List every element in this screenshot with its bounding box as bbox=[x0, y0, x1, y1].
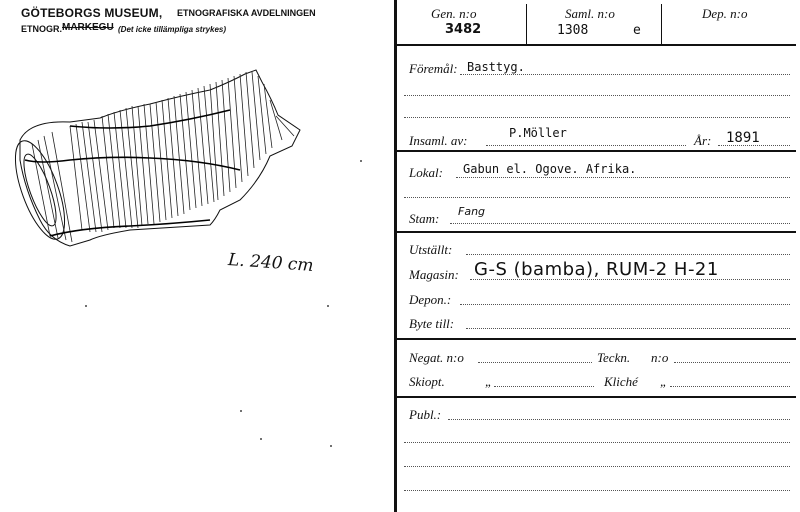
dotted-line bbox=[674, 362, 790, 363]
insaml-label: Insaml. av: bbox=[409, 133, 468, 148]
saml-no-value: 1308 bbox=[557, 23, 589, 38]
teckn-label: Teckn. bbox=[597, 350, 631, 365]
form-rule-4 bbox=[396, 338, 796, 340]
dotted-line bbox=[404, 95, 790, 96]
ar-label: År: bbox=[694, 133, 712, 148]
speck bbox=[330, 445, 332, 447]
depon-label: Depon.: bbox=[409, 292, 452, 307]
dotted-line bbox=[456, 177, 790, 178]
form-rule-2 bbox=[396, 150, 796, 152]
museum-name: GÖTEBORGS MUSEUM, bbox=[21, 6, 163, 20]
utstallt-label: Utställt: bbox=[409, 242, 453, 257]
form-border-left bbox=[394, 0, 397, 512]
dotted-line bbox=[448, 419, 790, 420]
gen-no-value: 3482 bbox=[445, 22, 482, 37]
kliche-ditto: „ bbox=[660, 374, 668, 389]
dotted-line bbox=[466, 328, 790, 329]
dotted-line bbox=[404, 466, 790, 467]
header-note: (Det icke tillämpliga strykes) bbox=[118, 25, 227, 34]
publ-label: Publ.: bbox=[409, 407, 442, 422]
stam-label: Stam: bbox=[409, 211, 440, 226]
dotted-line bbox=[486, 145, 686, 146]
skiopt-label: Skiopt. bbox=[409, 374, 445, 389]
dotted-line bbox=[670, 386, 790, 387]
department-name: ETNOGRAFISKA AVDELNINGEN bbox=[177, 8, 316, 18]
dotted-line bbox=[478, 362, 592, 363]
dotted-line bbox=[404, 117, 790, 118]
speck bbox=[327, 305, 329, 307]
lokal-label: Lokal: bbox=[409, 165, 443, 180]
speck bbox=[240, 410, 242, 412]
magasin-value: G-S (bamba), RUM-2 H-21 bbox=[474, 259, 719, 280]
skiopt-ditto: „ bbox=[485, 374, 493, 389]
speck bbox=[360, 160, 362, 162]
struck-word: MARKEGU bbox=[62, 22, 114, 33]
form-divider-1 bbox=[526, 4, 527, 44]
lokal-value: Gabun el. Ogove. Afrika. bbox=[463, 162, 637, 176]
foremal-label: Föremål: bbox=[409, 61, 458, 76]
dotted-line bbox=[460, 74, 790, 75]
stam-value: Fang bbox=[458, 205, 486, 218]
etnogr-label: ETNOGR. bbox=[21, 24, 63, 34]
form-rule-5 bbox=[396, 396, 796, 398]
speck bbox=[260, 438, 262, 440]
length-note: L. 240 cm bbox=[227, 250, 315, 276]
dotted-line bbox=[494, 386, 594, 387]
gen-no-label: Gen. n:o bbox=[431, 6, 477, 21]
teckn-no-label: n:o bbox=[651, 350, 669, 365]
foremal-value: Basttyg. bbox=[467, 60, 525, 74]
dotted-line bbox=[404, 442, 790, 443]
form-divider-2 bbox=[661, 4, 662, 44]
dotted-line bbox=[466, 254, 790, 255]
magasin-label: Magasin: bbox=[409, 267, 459, 282]
byte-till-label: Byte till: bbox=[409, 316, 455, 331]
bark-cloth-drawing bbox=[10, 60, 320, 260]
saml-no-label: Saml. n:o bbox=[565, 6, 615, 21]
form-rule-3 bbox=[396, 231, 796, 233]
dotted-line bbox=[460, 304, 790, 305]
dotted-line bbox=[404, 197, 790, 198]
dotted-line bbox=[450, 223, 790, 224]
saml-no-suffix: e bbox=[633, 23, 641, 38]
ar-value: 1891 bbox=[726, 130, 760, 146]
form-rule-top bbox=[396, 44, 796, 46]
insaml-value: P.Möller bbox=[509, 126, 567, 140]
kliche-label: Kliché bbox=[604, 374, 638, 389]
speck bbox=[85, 305, 87, 307]
dotted-line bbox=[404, 490, 790, 491]
negat-label: Negat. n:o bbox=[409, 350, 464, 365]
dep-no-label: Dep. n:o bbox=[702, 6, 748, 21]
